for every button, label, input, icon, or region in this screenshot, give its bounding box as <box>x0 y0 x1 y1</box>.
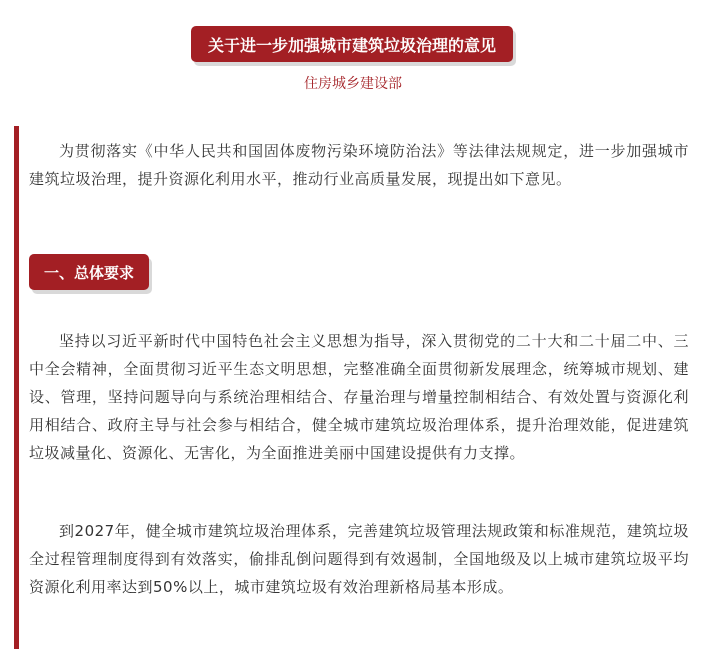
section-paragraph: 坚持以习近平新时代中国特色社会主义思想为指导，深入贯彻党的二十大和二十届二中、三中全会精神，全面贯彻习近平生态文明思想，完整准确全面贯彻新发展理念，统筹城市规划、建设、管理，坚持问题导向与系统治理相结合、存量治理与增量控制相结合、有效处置与资源化利用相结合、政府主导与社会参与相结合，健全城市建筑垃圾治理体系，提升治理效能，促进建筑垃圾减量化、资源化、无害化，为全面推进美丽中国建设提供有力支撑。 <box>29 332 689 462</box>
section-heading-general-requirements: 一、总体要求 <box>29 254 149 290</box>
issuing-department: 住房城乡建设部 <box>304 76 402 92</box>
section-paragraph: 到2027年，健全城市建筑垃圾治理体系，完善建筑垃圾管理法规政策和标准规范，建筑垃圾全过程管理制度得到有效落实，偷排乱倒问题得到有效遏制，全国地级及以上城市建筑垃圾平均资源化利用率达到50%以上，城市建筑垃圾有效治理新格局基本形成。 <box>29 522 689 596</box>
document-title: 关于进一步加强城市建筑垃圾治理的意见 <box>191 26 513 62</box>
intro-paragraph: 为贯彻落实《中华人民共和国固体废物污染环境防治法》等法律法规规定，进一步加强城市建筑垃圾治理，提升资源化利用水平，推动行业高质量发展，现提出如下意见。 <box>29 142 689 188</box>
decorative-side-bar <box>14 126 19 649</box>
